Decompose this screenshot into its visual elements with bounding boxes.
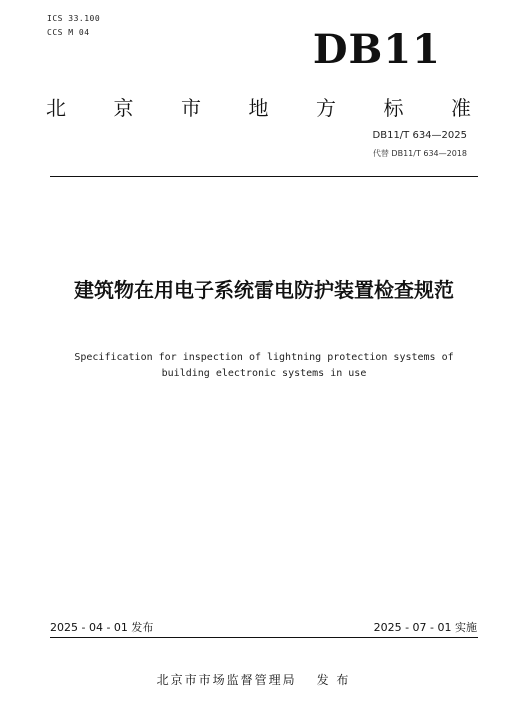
standard-type-char: 北	[46, 96, 66, 120]
standard-type-char: 标	[383, 96, 404, 120]
standard-type-char: 京	[113, 96, 134, 120]
standard-type-char: 地	[248, 96, 269, 120]
issue-word: 发 布	[316, 673, 351, 687]
standard-type-char: 准	[451, 96, 471, 120]
db11-logo: DB11	[312, 26, 441, 73]
issuing-authority	[0, 671, 507, 688]
issue-date: 2025 - 04 - 01 发布	[50, 621, 154, 634]
issuer-name: 北京市市场监督管理局	[156, 673, 297, 687]
ccs-code: CCS M 04	[47, 28, 90, 37]
standard-type-char: 方	[316, 96, 336, 120]
english-title: Specification for inspection of lightning protection systems of building electronic systems in use	[74, 352, 454, 379]
top-divider	[50, 176, 478, 177]
replaces-standard: 代替 DB11/T 634—2018	[372, 149, 467, 158]
standard-type-heading	[46, 92, 471, 121]
bottom-divider	[50, 637, 478, 638]
standard-type-char: 市	[181, 96, 201, 120]
ics-code: ICS 33.100	[47, 14, 101, 23]
standard-number: DB11/T 634—2025	[372, 130, 467, 141]
implementation-date: 2025 - 07 - 01 实施	[373, 621, 477, 634]
chinese-title: 建筑物在用电子系统雷电防护装置检查规范	[74, 278, 454, 302]
